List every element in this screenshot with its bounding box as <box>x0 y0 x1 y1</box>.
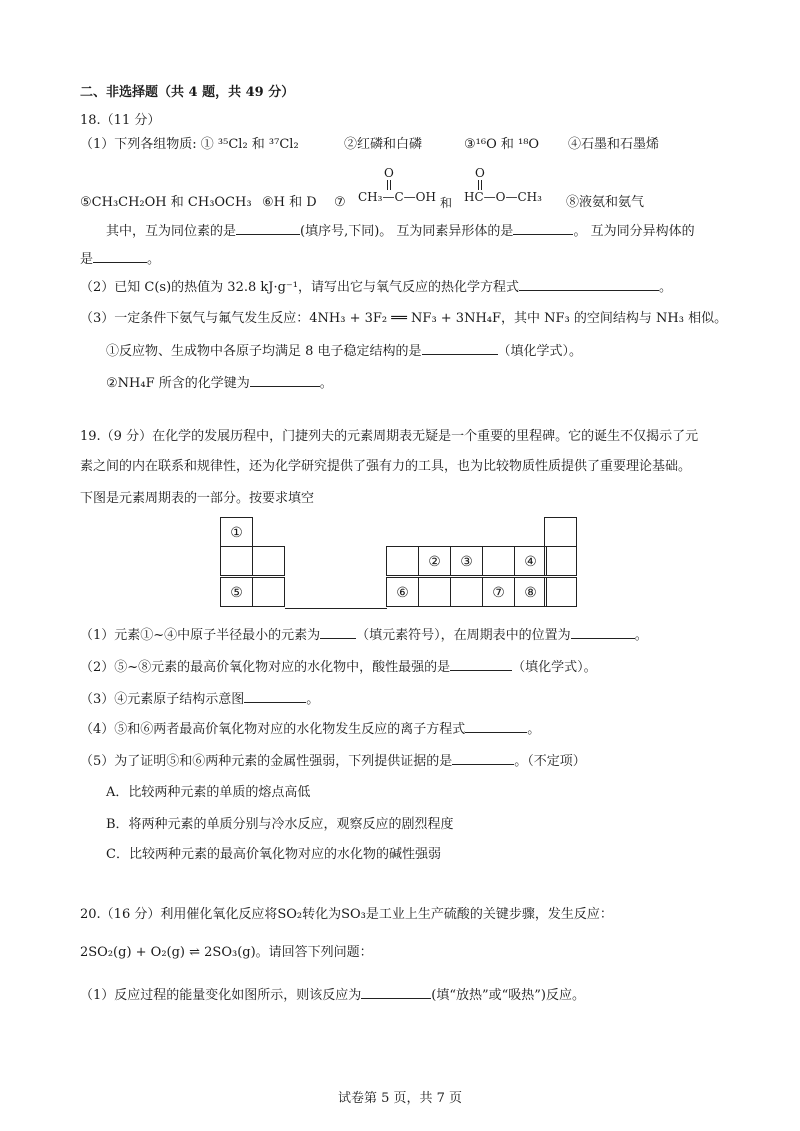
pt-cell-empty <box>418 577 451 607</box>
answer-blank[interactable] <box>244 690 306 703</box>
answer-blank[interactable] <box>513 222 573 235</box>
struct-right-oxygen: O <box>475 166 485 180</box>
q18-item-1: ① ³⁵Cl₂ 和 ³⁷Cl₂ <box>200 137 299 152</box>
answer-blank[interactable] <box>422 342 498 355</box>
q19-q1-text-2: （填元素符号），在周期表中的位置为 <box>356 628 571 643</box>
q18-p1-q-allotrope: (填序号,下同)。 互为同素异形体的是 <box>300 224 514 239</box>
q19-q3-end: 。 <box>306 692 320 707</box>
pt-cell-3: ③ <box>450 546 483 576</box>
q19-q5-end: 。（不定项） <box>514 754 586 769</box>
pt-cell-empty <box>544 546 577 576</box>
answer-blank[interactable] <box>465 720 527 733</box>
pt-cell-5: ⑤ <box>220 577 253 607</box>
answer-blank[interactable] <box>250 374 320 387</box>
q18-p2-end: 。 <box>659 280 673 295</box>
q18-item-6: ⑥H 和 D <box>262 195 317 210</box>
q18-item-5: ⑤CH₃CH₂OH 和 CH₃OCH₃ <box>80 195 252 210</box>
q18-p1-q-b: 是 <box>80 252 94 267</box>
struct-right-double-bond-2 <box>481 180 482 190</box>
answer-blank[interactable] <box>450 658 512 671</box>
q19-option-a: A．比较两种元素的单质的熔点高低 <box>106 785 311 800</box>
q18-p1-q-isotope: 其中，互为同位素的是 <box>106 224 237 239</box>
struct-left-formula: CH₃—C—OH <box>358 190 436 204</box>
answer-blank[interactable] <box>236 222 300 235</box>
q20-q1-end: (填“放热”或“吸热”)反应。 <box>431 988 586 1003</box>
answer-blank[interactable] <box>571 626 635 639</box>
q20-intro-2: 。请回答下列问题： <box>255 945 373 960</box>
q18-p1-question <box>106 222 695 241</box>
q19-q3-text: （3）④元素原子结构示意图 <box>80 692 245 707</box>
q18-p3-2-end: 。 <box>319 376 333 391</box>
q19-intro-2: 素之间的内在联系和规律性，还为化学研究提供了强有力的工具，也为比较物质性质提供了重要理论基础。 <box>80 459 692 474</box>
q18-p2 <box>80 278 672 297</box>
struct-right-double-bond <box>478 180 479 190</box>
q18-p3-1-text: ①反应物、生成物中各原子均满足 8 电子稳定结构的是 <box>106 344 422 359</box>
q20-q1 <box>80 986 585 1005</box>
q18-p1-question-cont <box>80 250 160 269</box>
struct-left-double-bond-2 <box>390 180 391 190</box>
q19-intro-1: 19.（9 分）在化学的发展历程中，门捷列夫的元素周期表无疑是一个重要的里程碑。它的诞生不仅揭示了元 <box>80 429 699 444</box>
pt-cell-empty <box>220 546 253 576</box>
q19-q4-end: 。 <box>527 722 541 737</box>
section-title: 二、非选择题（共 4 题，共 49 分） <box>80 85 295 100</box>
q19-option-b: B．将两种元素的单质分别与冷水反应，观察反应的剧烈程度 <box>106 817 454 832</box>
pt-cell-8: ⑧ <box>514 577 547 607</box>
answer-blank[interactable] <box>93 250 147 263</box>
pt-cell-empty <box>450 577 483 607</box>
pt-cell-4: ④ <box>514 546 547 576</box>
pt-cell-1: ① <box>220 517 253 547</box>
answer-blank[interactable] <box>519 278 659 291</box>
q20-intro-1: 20.（16 分）利用催化氧化反应将SO₂转化为SO₃是工业上生产硫酸的关键步骤，发生反应： <box>80 907 613 922</box>
q20-equation: 2SO₂(g) + O₂(g) ⇌ 2SO₃(g) <box>80 945 256 960</box>
q20-q1-text: （1）反应过程的能量变化如图所示，则该反应为 <box>80 988 362 1003</box>
q20-equation-line <box>80 944 373 962</box>
answer-blank[interactable] <box>320 626 356 639</box>
q19-q2 <box>80 658 597 677</box>
q18-p3-2 <box>106 374 333 393</box>
q19-q4-text: （4）⑤和⑥两者最高价氧化物对应的水化物发生反应的离子方程式 <box>80 722 466 737</box>
answer-blank[interactable] <box>361 986 431 999</box>
q18-p1-q-b-end: 。 <box>147 252 161 267</box>
q18-p1-q-isomer: 。 互为同分异构体的 <box>573 224 695 239</box>
q19-q2-end: （填化学式）。 <box>512 660 597 675</box>
pt-cell-empty <box>544 577 577 607</box>
q19-q3 <box>80 690 319 709</box>
q19-q5-text: （5）为了证明⑤和⑥两种元素的金属性强弱，下列提供证据的是 <box>80 754 453 769</box>
q18-p1-label: （1）下列各组物质: <box>80 137 201 152</box>
struct-left-double-bond <box>387 180 388 190</box>
q18-item-4: ④石墨和石墨烯 <box>568 137 660 152</box>
q19-q5 <box>80 752 586 771</box>
q18-item-2: ②红磷和白磷 <box>344 137 423 152</box>
pt-cell-6: ⑥ <box>386 577 419 607</box>
q19-q1 <box>80 626 648 645</box>
answer-blank[interactable] <box>452 752 514 765</box>
q18-item-8: ⑧液氨和氨气 <box>566 195 645 210</box>
q18-p3-1 <box>106 342 582 361</box>
page-footer: 试卷第 5 页，共 7 页 <box>337 1091 463 1106</box>
q18-p3-2-text: ②NH₄F 所含的化学键为 <box>106 376 250 391</box>
q18-p2-text: （2）已知 C(s)的热值为 32.8 kJ·g⁻¹，请写出它与氧气反应的热化学方程式 <box>80 280 519 295</box>
q18-p3-1-end: （填化学式）。 <box>497 344 583 359</box>
pt-gap-line <box>285 608 387 609</box>
q19-q2-text: （2）⑤~⑧元素的最高价氧化物对应的水化物中，酸性最强的是 <box>80 660 451 675</box>
q18-p3: （3）一定条件下氨气与氟气发生反应：4NH₃ + 3F₂ ══ NF₃ + 3NH₄F，其中 NF₃ 的空间结构与 NH₃ 相似。 <box>80 311 728 326</box>
q19-q1-text: （1）元素①~④中原子半径最小的元素为 <box>80 628 321 643</box>
struct-right-formula: HC—O—CH₃ <box>464 190 542 204</box>
q18-header: 18.（11 分） <box>80 113 161 128</box>
q18-item-7: ⑦ <box>334 195 346 210</box>
q19-q1-end: 。 <box>634 628 648 643</box>
pt-cell-empty <box>252 546 285 576</box>
pt-cell-empty <box>252 577 285 607</box>
struct-left-oxygen: O <box>384 166 394 180</box>
pt-cell-2: ② <box>418 546 451 576</box>
q19-intro-3: 下图是元素周期表的一部分。按要求填空 <box>80 491 315 506</box>
pt-cell-empty <box>544 517 577 547</box>
q18-p1-row1 <box>80 136 299 154</box>
pt-cell-7: ⑦ <box>482 577 515 607</box>
pt-cell-empty <box>386 546 419 576</box>
q19-q4 <box>80 720 540 739</box>
q18-item-7-and: 和 <box>440 196 453 210</box>
pt-cell-empty <box>482 546 515 576</box>
q19-option-c: C．比较两种元素的最高价氧化物对应的水化物的碱性强弱 <box>106 847 441 862</box>
q18-item-3: ③¹⁶O 和 ¹⁸O <box>464 137 540 152</box>
